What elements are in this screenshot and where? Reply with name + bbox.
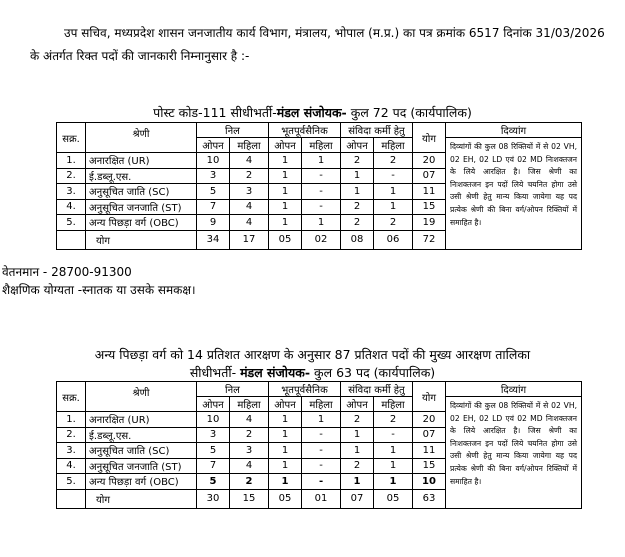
header-divyang: दिव्यांग bbox=[446, 123, 582, 138]
cell: 4 bbox=[230, 412, 269, 428]
header-nil-female: महिला bbox=[230, 397, 269, 412]
cell: 1 bbox=[374, 443, 413, 459]
cell: 2 bbox=[374, 215, 413, 231]
total-cell: 15 bbox=[230, 489, 269, 508]
header-divyang: दिव्यांग bbox=[446, 382, 582, 397]
intro-paragraph: उप सचिव, मध्यप्रदेश शासन जनजातीय कार्य विभाग, मंत्रालय, भोपाल (म.प्र.) का पत्र क्रमांक 6517 दिनांक 31/03/2026 के अंतर्गत रिक्त पदों की जानकारी निम्नानुसार है :- bbox=[30, 26, 605, 63]
cell-total: 20 bbox=[413, 153, 446, 169]
header-con-open: ओपन bbox=[341, 138, 374, 153]
row-sno: 5. bbox=[57, 215, 86, 231]
cell: 2 bbox=[230, 168, 269, 184]
row-category: अन्य पिछड़ा वर्ग (OBC) bbox=[86, 215, 197, 231]
cell: 2 bbox=[230, 427, 269, 443]
row-sno: 2. bbox=[57, 427, 86, 443]
cell: 1 bbox=[269, 153, 302, 169]
cell: 5 bbox=[197, 474, 230, 490]
header-contract: संविदा कर्मी हेतु bbox=[341, 382, 413, 397]
cell: 1 bbox=[341, 427, 374, 443]
cell: 2 bbox=[341, 215, 374, 231]
header-con-female: महिला bbox=[374, 138, 413, 153]
cell: - bbox=[302, 168, 341, 184]
cell: - bbox=[302, 199, 341, 215]
cell: 10 bbox=[197, 153, 230, 169]
row-sno: 3. bbox=[57, 443, 86, 459]
table2-caption bbox=[0, 364, 625, 381]
table1-caption-post: कुल 72 पद (कार्यपालिक) bbox=[346, 105, 472, 120]
row-sno: 3. bbox=[57, 184, 86, 200]
row-category: ई.डब्लू.एस. bbox=[86, 427, 197, 443]
header-sno: सक्र. bbox=[57, 123, 86, 153]
cell-total: 20 bbox=[413, 412, 446, 428]
header-nil: निल bbox=[197, 382, 269, 397]
cell: 1 bbox=[374, 184, 413, 200]
cell: 2 bbox=[341, 458, 374, 474]
cell: 1 bbox=[341, 168, 374, 184]
cell: 4 bbox=[230, 215, 269, 231]
qualification-line: शैक्षणिक योग्यता -स्नातक या उसके समकक्ष। bbox=[2, 283, 196, 297]
header-nil-female: महिला bbox=[230, 138, 269, 153]
salary-line: वेतनमान - 28700-91300 bbox=[2, 265, 132, 279]
cell: 5 bbox=[197, 443, 230, 459]
total-cell: 07 bbox=[341, 489, 374, 508]
cell: - bbox=[302, 443, 341, 459]
total-cell: 34 bbox=[197, 230, 230, 249]
cell: 2 bbox=[230, 474, 269, 490]
cell: 7 bbox=[197, 199, 230, 215]
header-nil-open: ओपन bbox=[197, 397, 230, 412]
header-sno: सक्र. bbox=[57, 382, 86, 412]
header-total: योग bbox=[413, 382, 446, 412]
total-cell: 30 bbox=[197, 489, 230, 508]
divyang-note: दिव्यांगों की कुल 08 रिक्तियों में से 02 VH, 02 EH, 02 LD एवं 02 MD निःशक्तजन के लिये आरक्षित है। जिस श्रेणी का निःशक्तजन इन पदों लिये चयनित होगा उसे उसी श्रेणी हेतु मान्य किया जायेगा यह पद प्रत्येक श्रेणी की बिना वर्ग/ओपन रिक्तियों में समाहित है। bbox=[446, 397, 582, 509]
total-label: योग bbox=[86, 230, 197, 249]
cell: 10 bbox=[197, 412, 230, 428]
cell: 2 bbox=[341, 199, 374, 215]
row-sno: 1. bbox=[57, 412, 86, 428]
table1 bbox=[56, 122, 582, 250]
total-label: योग bbox=[86, 489, 197, 508]
cell: 1 bbox=[269, 215, 302, 231]
cell: 2 bbox=[341, 153, 374, 169]
cell: 4 bbox=[230, 153, 269, 169]
total-cell: 06 bbox=[374, 230, 413, 249]
table1-caption bbox=[0, 104, 625, 121]
cell-total: 11 bbox=[413, 184, 446, 200]
cell: 1 bbox=[269, 474, 302, 490]
total-cell: 02 bbox=[302, 230, 341, 249]
table2-caption-bold: मंडल संजोयक- bbox=[240, 365, 311, 380]
cell: 1 bbox=[269, 199, 302, 215]
cell: 2 bbox=[341, 412, 374, 428]
cell: 1 bbox=[374, 474, 413, 490]
total-cell: 17 bbox=[230, 230, 269, 249]
cell: 4 bbox=[230, 199, 269, 215]
header-ex-open: ओपन bbox=[269, 138, 302, 153]
header-category: श्रेणी bbox=[86, 123, 197, 153]
cell: 1 bbox=[269, 184, 302, 200]
cell: 1 bbox=[341, 184, 374, 200]
cell: - bbox=[302, 458, 341, 474]
header-con-open: ओपन bbox=[341, 397, 374, 412]
cell: 9 bbox=[197, 215, 230, 231]
row-category: अनुसूचित जाति (SC) bbox=[86, 443, 197, 459]
row-sno: 4. bbox=[57, 199, 86, 215]
total-cell: 05 bbox=[374, 489, 413, 508]
cell: - bbox=[302, 474, 341, 490]
cell: 3 bbox=[230, 184, 269, 200]
row-sno: 4. bbox=[57, 458, 86, 474]
total-cell: 08 bbox=[341, 230, 374, 249]
row-category: अनारक्षित (UR) bbox=[86, 412, 197, 428]
cell: 1 bbox=[374, 458, 413, 474]
table2 bbox=[56, 381, 582, 509]
row-sno: 1. bbox=[57, 153, 86, 169]
row-sno: 5. bbox=[57, 474, 86, 490]
header-ex-female: महिला bbox=[302, 138, 341, 153]
header-total: योग bbox=[413, 123, 446, 153]
header-nil: निल bbox=[197, 123, 269, 138]
cell: 1 bbox=[269, 168, 302, 184]
cell-total: 10 bbox=[413, 474, 446, 490]
header-nil-open: ओपन bbox=[197, 138, 230, 153]
cell: - bbox=[302, 184, 341, 200]
total-cell: 05 bbox=[269, 230, 302, 249]
cell: 1 bbox=[374, 199, 413, 215]
table1-caption-bold: मंडल संजोयक- bbox=[276, 105, 347, 120]
row-category: अनुसूचित जाति (SC) bbox=[86, 184, 197, 200]
table2-caption-post: कुल 63 पद (कार्यपालिक) bbox=[310, 365, 436, 380]
header-ex-open: ओपन bbox=[269, 397, 302, 412]
row-category: अनारक्षित (UR) bbox=[86, 153, 197, 169]
cell: 1 bbox=[269, 458, 302, 474]
cell: 7 bbox=[197, 458, 230, 474]
cell: 1 bbox=[269, 443, 302, 459]
cell-total: 07 bbox=[413, 168, 446, 184]
cell: 4 bbox=[230, 458, 269, 474]
cell: 1 bbox=[269, 412, 302, 428]
row-category: ई.डब्लू.एस. bbox=[86, 168, 197, 184]
row-category: अनुसूचित जनजाति (ST) bbox=[86, 458, 197, 474]
header-exservice: भूतपूर्वसैनिक bbox=[269, 123, 341, 138]
cell-total: 15 bbox=[413, 458, 446, 474]
total-cell: 72 bbox=[413, 230, 446, 249]
table2-caption-line1: अन्य पिछड़ा वर्ग को 14 प्रतिशत आरक्षण के अनुसार 87 प्रतिशत पदों की मुख्य आरक्षण तालिका bbox=[94, 347, 531, 362]
cell: 5 bbox=[197, 184, 230, 200]
row-category: अन्य पिछड़ा वर्ग (OBC) bbox=[86, 474, 197, 490]
cell-total: 07 bbox=[413, 427, 446, 443]
header-contract: संविदा कर्मी हेतु bbox=[341, 123, 413, 138]
table1-caption-pre: पोस्ट कोड-111 सीधीभर्ती- bbox=[153, 105, 277, 120]
cell: 3 bbox=[197, 427, 230, 443]
row-category: अनुसूचित जनजाति (ST) bbox=[86, 199, 197, 215]
cell: 3 bbox=[197, 168, 230, 184]
cell: - bbox=[374, 427, 413, 443]
cell: 1 bbox=[302, 215, 341, 231]
header-con-female: महिला bbox=[374, 397, 413, 412]
header-ex-female: महिला bbox=[302, 397, 341, 412]
cell: 2 bbox=[374, 153, 413, 169]
total-blank bbox=[57, 489, 86, 508]
cell-total: 19 bbox=[413, 215, 446, 231]
row-sno: 2. bbox=[57, 168, 86, 184]
cell: 1 bbox=[341, 474, 374, 490]
cell: 1 bbox=[302, 153, 341, 169]
cell: - bbox=[374, 168, 413, 184]
cell: 1 bbox=[341, 443, 374, 459]
total-blank bbox=[57, 230, 86, 249]
header-exservice: भूतपूर्वसैनिक bbox=[269, 382, 341, 397]
total-cell: 01 bbox=[302, 489, 341, 508]
cell-total: 11 bbox=[413, 443, 446, 459]
cell: 3 bbox=[230, 443, 269, 459]
table2-caption-pre: सीधीभर्ती- bbox=[189, 365, 241, 380]
divyang-note: दिव्यांगों की कुल 08 रिक्तियों में से 02 VH, 02 EH, 02 LD एवं 02 MD निःशक्तजन के लिये आरक्षित है। जिस श्रेणी का निःशक्तजन इन पदों लिये चयनित होगा उसे उसी श्रेणी हेतु मान्य किया जायेगा यह पद प्रत्येक श्रेणी की बिना वर्ग/ओपन रिक्तियों में समाहित है। bbox=[446, 138, 582, 250]
cell: - bbox=[302, 427, 341, 443]
header-category: श्रेणी bbox=[86, 382, 197, 412]
cell: 2 bbox=[374, 412, 413, 428]
cell: 1 bbox=[269, 427, 302, 443]
total-cell: 63 bbox=[413, 489, 446, 508]
cell-total: 15 bbox=[413, 199, 446, 215]
total-cell: 05 bbox=[269, 489, 302, 508]
cell: 1 bbox=[302, 412, 341, 428]
